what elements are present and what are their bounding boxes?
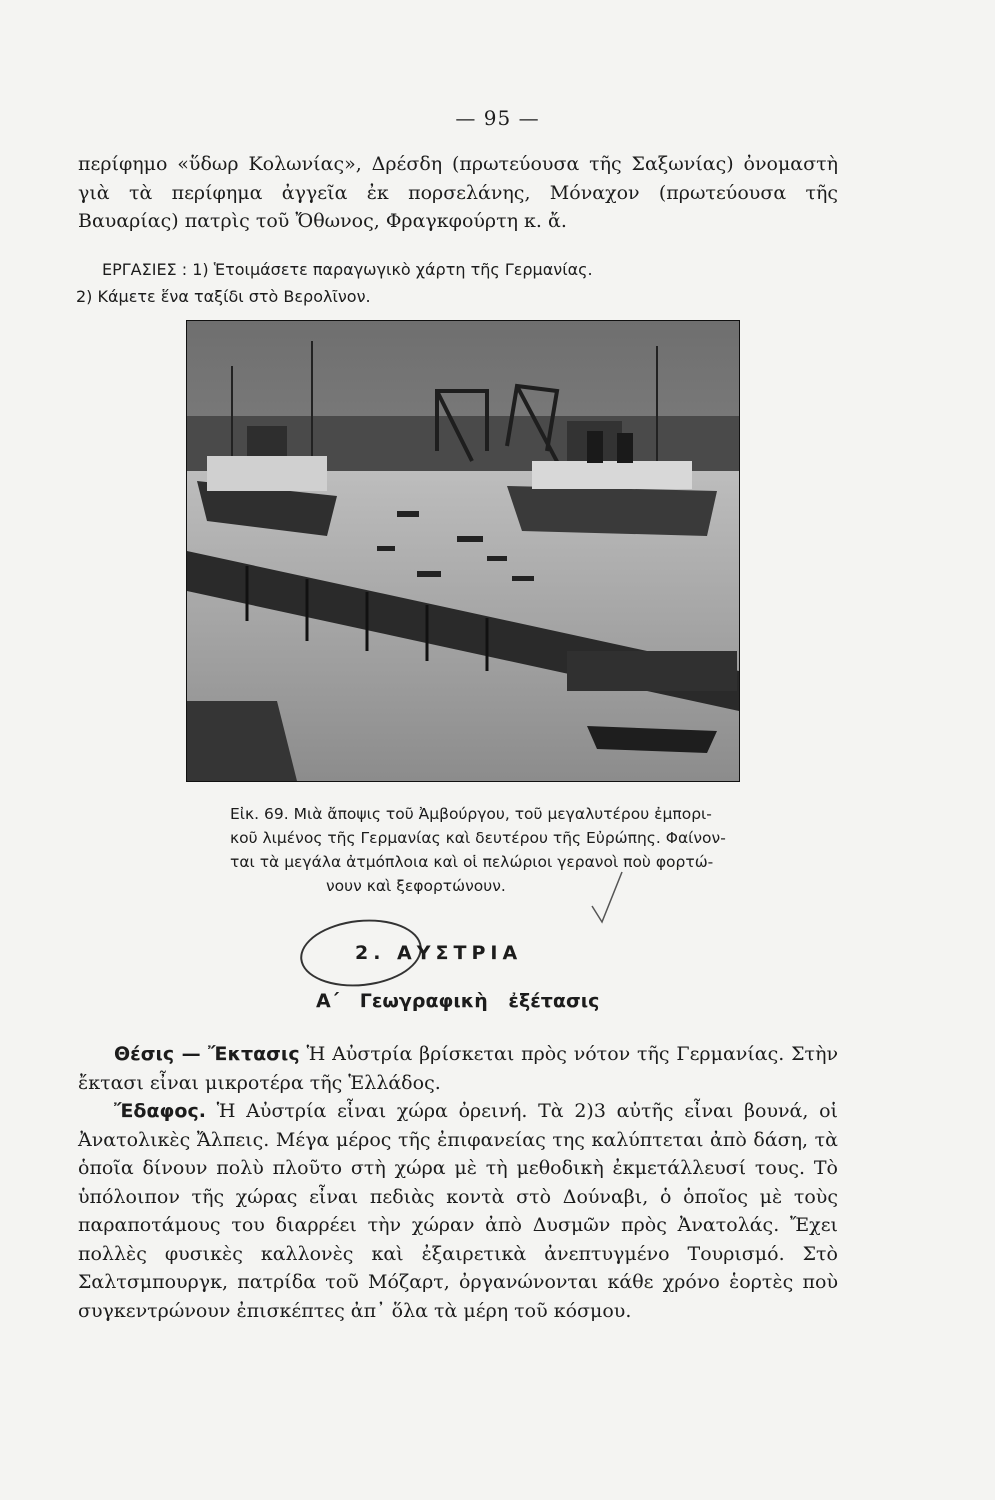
tasks-line-2: 2) Κάμετε ἕνα ταξίδι στὸ Βερολῖνον. (76, 287, 371, 306)
section-title: 2. ΑΥΣΤΡΙΑ (355, 942, 523, 964)
paragraph-terrain-label: Ἔδαφος. (114, 1100, 206, 1122)
paragraph-position-text: Ἡ Αὐστρία βρίσκεται πρὸς νότον τῆς Γερμανίας. Στὴν ἔκτασι εἶναι μικροτέρα τῆς Ἑλλάδος. (78, 1043, 839, 1094)
paragraph-terrain (78, 1097, 838, 1325)
tasks-line-1: ΕΡΓΑΣΙΕΣ : 1) Ἑτοιμάσετε παραγωγικὸ χάρτη τῆς Γερμανίας. (102, 260, 593, 279)
harbor-illustration (187, 321, 739, 781)
paragraph-terrain-text: Ἡ Αὐστρία εἶναι χώρα ὀρεινή. Τὰ 2)3 αὐτῆς εἶναι βουνά, οἱ Ἀνατολικὲς Ἄλπεις. Μέγα μέρος τῆς ἐπιφανείας της καλύπτεται ἀπὸ δάση, τὰ ὁποῖα δίνουν πολὺ πλοῦτο στὴ χώρα μὲ τὴ μεθοδικὴ ἐκμετάλλευσί τους. Τὸ ὑπόλοιπον τῆς χώρας εἶναι πεδιὰς κοντὰ στὸ Δούναβι, ὁ ὁποῖος μὲ τοὺς παραποτάμους του διαρρέει τὴν χώραν ἀπὸ Δυσμῶν πρὸς Ἀνατολάς. Ἔχει πολλὲς φυσικὲς καλλονὲς καὶ ἐξαιρετικὰ ἀνεπτυγμένο Τουρισμό. Στὸ Σαλτσμπουργκ, πατρίδα τοῦ Μόζαρτ, ὀργανώνονται κάθε χρόνο ἑορτὲς ποὺ συγκεντρώνουν ἐπισκέπτες ἀπ᾽ ὅλα τὰ μέρη τοῦ κόσμου. (78, 1100, 838, 1322)
harbor-photo (186, 320, 740, 782)
caption-line-2: κοῦ λιμένος τῆς Γερμανίας καὶ δευτέρου τῆς Εὐρώπης. Φαίνον- (230, 829, 726, 847)
paragraph-position (78, 1040, 838, 1097)
page-number: — 95 — (455, 106, 540, 130)
subsection-title: Α΄ Γεωγραφικὴ ἐξέτασις (316, 990, 600, 1012)
caption-line-1: Εἰκ. 69. Μιὰ ἄποψις τοῦ Ἀμβούργου, τοῦ μεγαλυτέρου ἐμπορι- (230, 805, 712, 823)
caption-line-4: νουν καὶ ξεφορτώνουν. (326, 877, 506, 895)
caption-line-3: ται τὰ μεγάλα ἀτμόπλοια καὶ οἱ πελώριοι γερανοὶ ποὺ φορτώ- (230, 853, 714, 871)
intro-paragraph: περίφημο «ὕδωρ Κολωνίας», Δρέσδη (πρωτεύουσα τῆς Σαξωνίας) ὀνομαστὴ γιὰ τὰ περίφημα ἀγγεῖα ἐκ πορσελάνης, Μόναχον (πρωτεύουσα τῆς Βαυαρίας) πατρὶς τοῦ Ὄθωνος, Φραγκφούρτη κ. ἄ. (78, 153, 838, 232)
figure-caption (230, 802, 760, 898)
body-text (78, 1040, 838, 1325)
pencil-check-mark (590, 870, 624, 924)
paragraph-position-label: Θέσις — Ἔκτασις (114, 1043, 300, 1065)
tasks-block (76, 256, 593, 310)
